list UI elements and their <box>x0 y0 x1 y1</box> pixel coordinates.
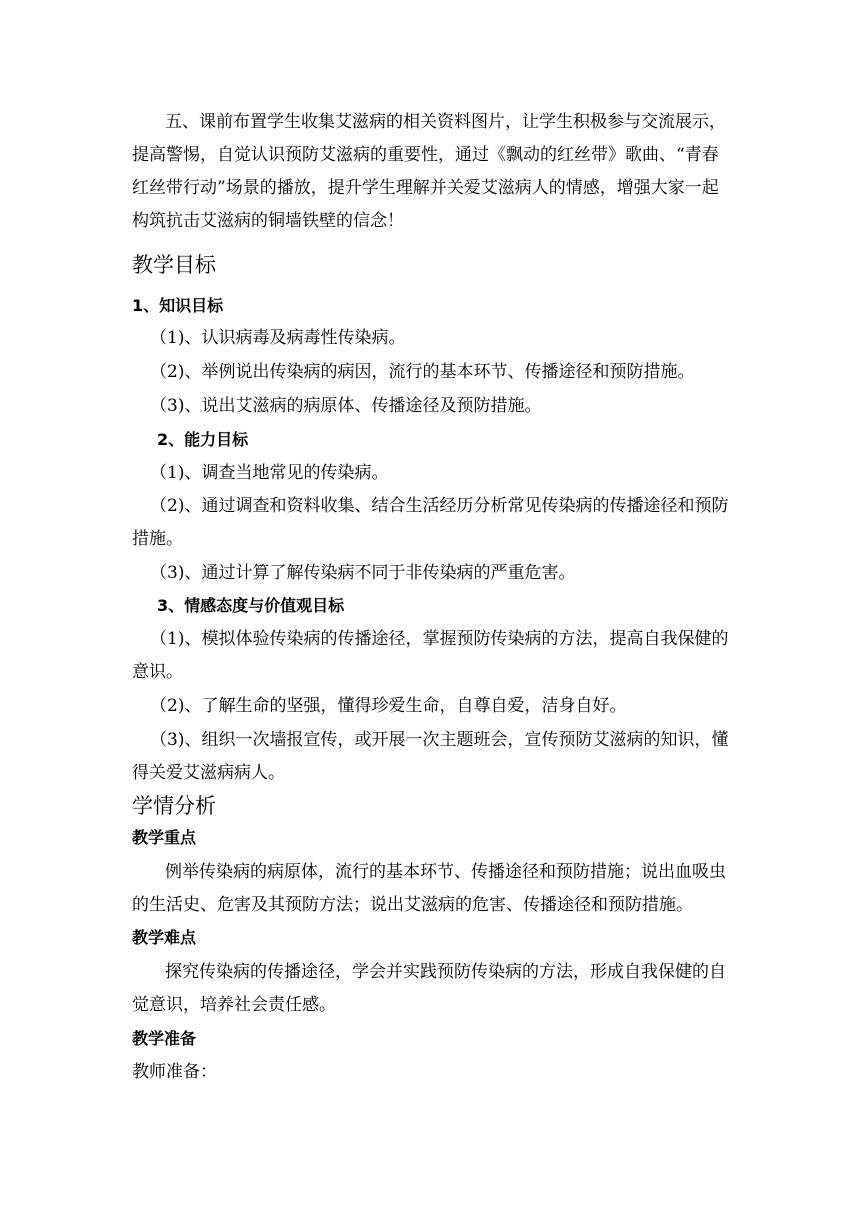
attitude-item-2: （2)、了解生命的坚强，懂得珍爱生命，自尊自爱，洁身自好。 <box>150 696 627 716</box>
objectives-heading: 教学目标 <box>132 253 216 277</box>
key-points-line-2: 的生活史、危害及其预防方法；说出艾滋病的危害、传播途径和预防措施。 <box>132 895 693 915</box>
intro-line-3: 红丝带行动”场景的播放，提升学生理解并关爱艾滋病人的情感，增强大家一起 <box>132 178 719 198</box>
knowledge-heading: 1、知识目标 <box>132 296 224 315</box>
knowledge-item-2: （2)、举例说出传染病的病因，流行的基本环节、传播途径和预防措施。 <box>150 362 695 382</box>
attitude-heading: 3、情感态度与价值观目标 <box>157 596 345 615</box>
intro-line-4: 构筑抗击艾滋病的铜墙铁壁的信念！ <box>132 211 404 231</box>
attitude-item-3: （3)、组织一次墙报宣传，或开展一次主题班会，宣传预防艾滋病的知识，懂 <box>150 730 729 750</box>
difficulties-line-1: 探究传染病的传播途径，学会并实践预防传染病的方法，形成自我保健的自 <box>165 962 726 982</box>
attitude-item-1-cont: 意识。 <box>132 662 183 682</box>
ability-item-2: （2)、通过调查和资料收集、结合生活经历分析常见传染病的传播途径和预防 <box>150 496 729 516</box>
intro-line-2: 提高警惕，自觉认识预防艾滋病的重要性，通过《飘动的红丝带》歌曲、“青春 <box>132 145 719 165</box>
preparation-heading: 教学准备 <box>132 1029 197 1048</box>
analysis-heading: 学情分析 <box>132 794 216 818</box>
key-points-heading: 教学重点 <box>132 828 197 847</box>
ability-item-1: （1)、调查当地常见的传染病。 <box>150 463 389 483</box>
knowledge-item-1: （1)、认识病毒及病毒性传染病。 <box>150 328 406 348</box>
attitude-item-1: （1)、模拟体验传染病的传播途径，掌握预防传染病的方法，提高自我保健的 <box>150 629 729 649</box>
ability-heading: 2、能力目标 <box>157 430 249 449</box>
key-points-line-1: 例举传染病的病原体，流行的基本环节、传播途径和预防措施；说出血吸虫 <box>165 862 726 882</box>
ability-item-3: （3)、通过计算了解传染病不同于非传染病的严重危害。 <box>150 563 576 583</box>
teacher-preparation-label: 教师准备： <box>132 1062 217 1082</box>
difficulties-line-2: 觉意识，培养社会责任感。 <box>132 995 336 1015</box>
difficulties-heading: 教学难点 <box>132 928 197 947</box>
intro-line-1: 五、课前布置学生收集艾滋病的相关资料图片，让学生积极参与交流展示， <box>165 112 726 132</box>
ability-item-2-cont: 措施。 <box>132 529 183 549</box>
knowledge-item-3: （3)、说出艾滋病的病原体、传播途径及预防措施。 <box>150 396 542 416</box>
attitude-item-3-cont: 得关爱艾滋病病人。 <box>132 763 285 783</box>
